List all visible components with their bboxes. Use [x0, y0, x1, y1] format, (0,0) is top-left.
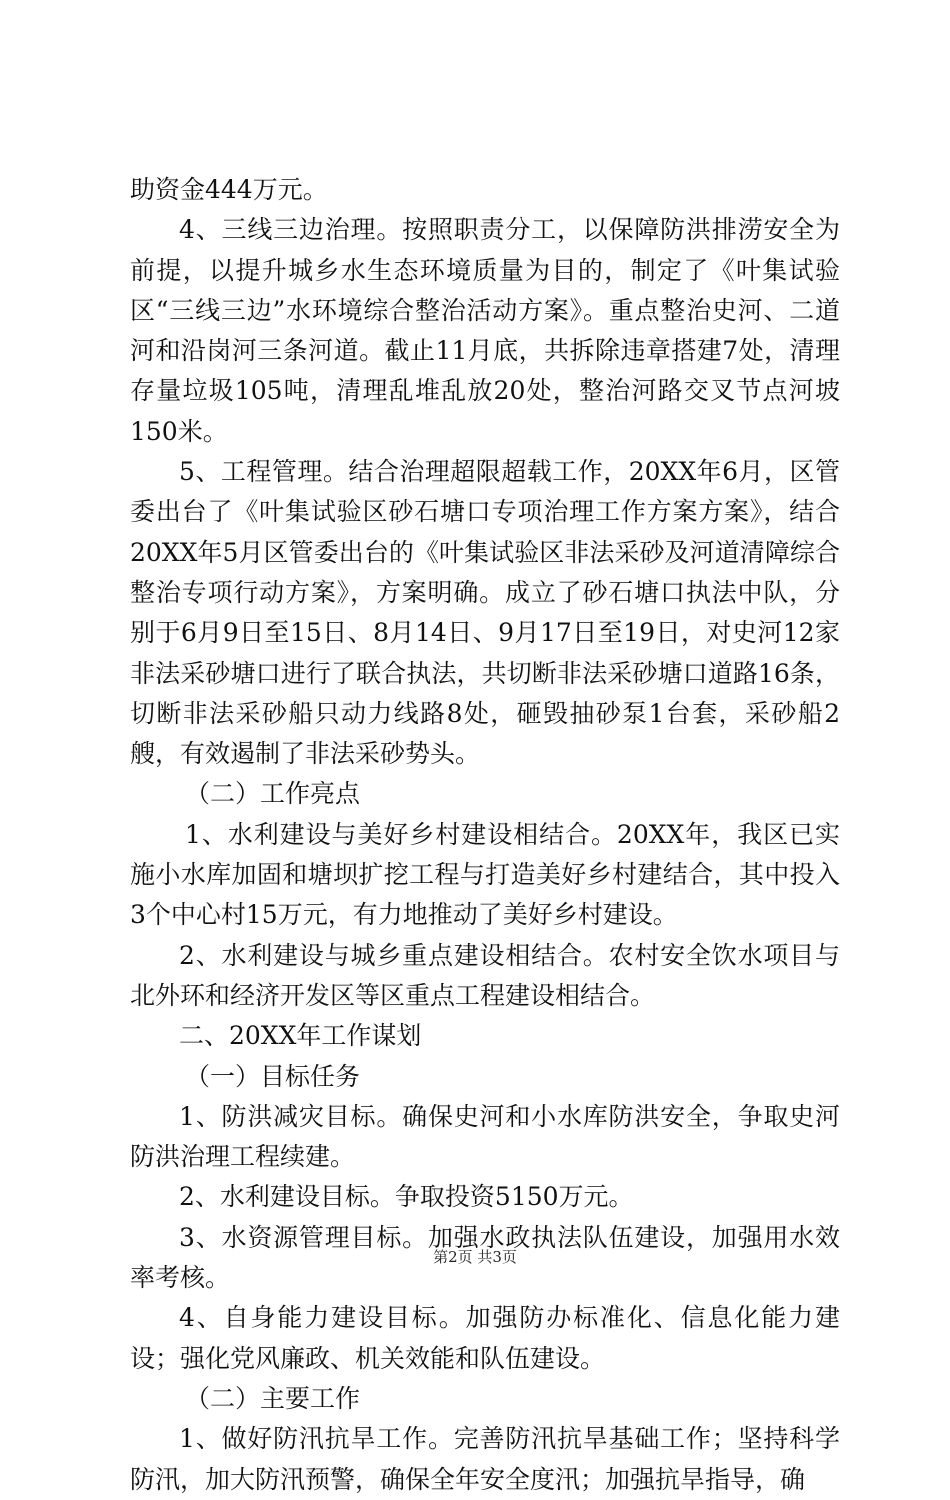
paragraph-highlight-2: 2、水利建设与城乡重点建设相结合。农村安全饮水项目与北外环和经济开发区等区重点工程建设相结合。 [130, 940, 840, 1010]
section-heading-goals: （一）目标任务 [185, 1061, 361, 1091]
section-heading-highlights: （二）工作亮点 [185, 779, 361, 809]
section-heading-main-work: （二）主要工作 [185, 1383, 361, 1413]
paragraph-work-1: 1、做好防汛抗旱工作。完善防汛抗旱基础工作；坚持科学防汛，加大防汛预警，确保全年安全度汛；加强抗旱指导，确 [130, 1424, 840, 1494]
paragraph-item-4: 4、三线三边治理。按照职责分工，以保障防洪排涝安全为前提，以提升城乡水生态环境质量为目的，制定了《叶集试验区“三线三边”水环境综合整治活动方案》。重点整治史河、二道河和沿岗河三条河道。截止11月底，共拆除违章搭建7处，清理存量垃圾105吨，清理乱堆乱放20处，整治河路交叉节点河坡150米。 [130, 215, 840, 446]
section-heading-plan: 二、20XX年工作谋划 [179, 1021, 422, 1051]
page-footer: 第2页 共3页 [433, 1248, 517, 1266]
paragraph-highlight-1: 1、水利建设与美好乡村建设相结合。20XX年，我区已实施小水库加固和塘坝扩挖工程与打造美好乡村建结合，其中投入3个中心村15万元，有力地推动了美好乡村建设。 [130, 819, 840, 930]
paragraph-goal-4: 4、自身能力建设目标。加强防办标准化、信息化能力建设；强化党风廉政、机关效能和队伍建设。 [130, 1303, 840, 1373]
paragraph-continuation: 助资金444万元。 [130, 175, 328, 204]
document-body [130, 170, 840, 1500]
paragraph-item-5: 5、工程管理。结合治理超限超载工作，20XX年6月，区管委出台了《叶集试验区砂石塘口专项治理工作方案方案》，结合20XX年5月区管委出台的《叶集试验区非法采砂及河道清障综合整治专项行动方案》，方案明确。成立了砂石塘口执法中队，分别于6月9日至15日、8月14日、9月17日至19日，对史河12家非法采砂塘口进行了联合执法，共切断非法采砂塘口道路16条，切断非法采砂船只动力线路8处，砸毁抽砂泵1台套，采砂船2艘，有效遏制了非法采砂势头。 [130, 457, 840, 769]
paragraph-goal-2: 2、水利建设目标。争取投资5150万元。 [179, 1182, 634, 1212]
paragraph-goal-3: 3、水资源管理目标。加强水政执法队伍建设，加强用水效率考核。 [130, 1222, 840, 1293]
paragraph-goal-1: 1、防洪减灾目标。确保史河和小水库防洪安全，争取史河防洪治理工程续建。 [130, 1101, 840, 1172]
